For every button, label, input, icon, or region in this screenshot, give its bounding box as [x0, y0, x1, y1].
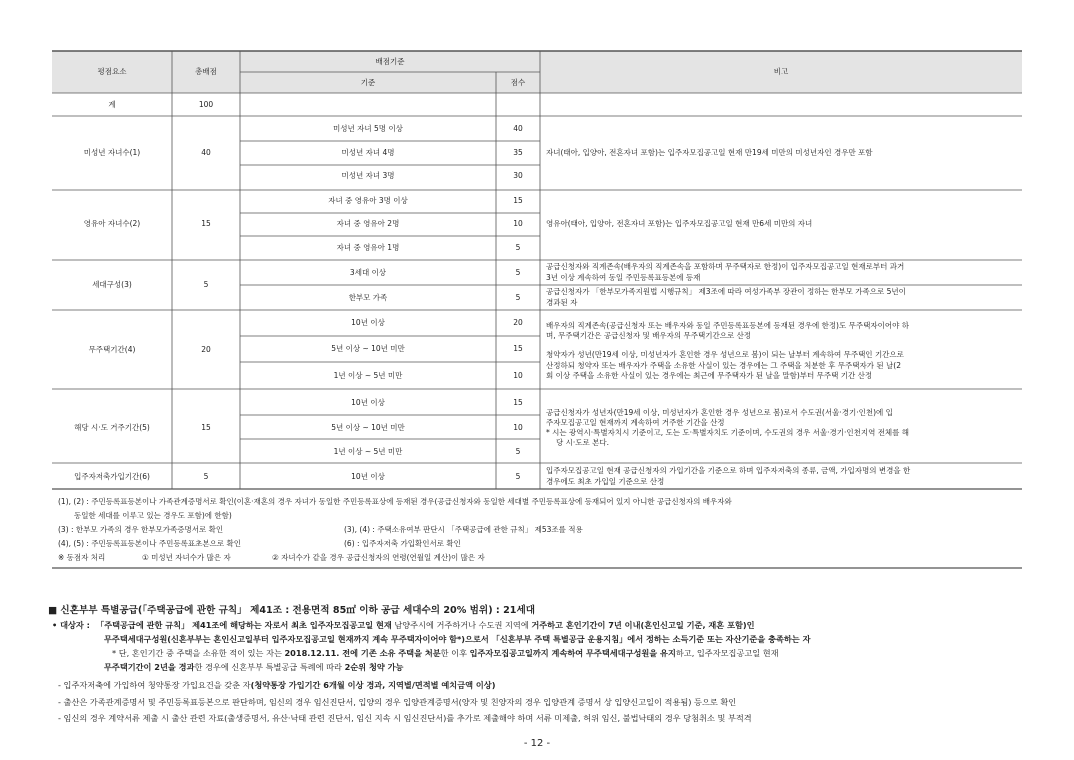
text-run: 한 이후	[440, 648, 470, 658]
criteria-cell: 자녀 중 영유아 2명	[336, 219, 400, 228]
text-run: 남양주시에 거주하거나 수도권 지역에	[391, 620, 532, 630]
header-item: 평점요소	[97, 67, 127, 76]
text-run: 「주택공급에 관한 규칙」 제41조에 해당하는 자로서 최초 입주자모집공고일 현재	[96, 620, 392, 630]
score-cell: 20	[513, 318, 523, 327]
table-note: ① 미성년 자녀수가 많은 자	[142, 553, 231, 562]
criteria-cell: 10년 이상	[351, 472, 385, 481]
score-cell: 15	[513, 398, 523, 407]
remark-cell: 영유아(태아, 입양아, 전혼자녀 포함)는 입주자모집공고일 현재 만6세 미만의 자녀	[546, 219, 813, 228]
text-run: * 단, 혼인기간 중 주택을 소유한 적이 있는 자는	[112, 648, 285, 658]
criteria-cell: 미성년 자녀 5명 이상	[333, 124, 403, 133]
remark-cell: 공급신청자가 「한부모가족지원법 시행규칙」 제3조에 따라 여성가족부 장관이 정하는 한부모 가족으로 5년이	[546, 287, 906, 296]
section-title	[48, 602, 535, 616]
table-note: (1), (2) : 주민등록표등본이나 가족관계증명서로 확인(이혼·재혼의 경우 자녀가 동일한 주민등록표상에 등재된 경우(공급신청자와 동일한 세대별 주민등록표상에 등재되어 있지 아니한 공급신청자의 배우자와	[58, 497, 732, 506]
text-run: - 입주자저축에 가입하여 청약통장 가입요건을 갖춘 자	[58, 680, 251, 690]
target-line-2	[104, 634, 810, 645]
remark-cell: 경과된 자	[546, 298, 578, 307]
target-line-4	[104, 662, 403, 673]
header-score: 점수	[510, 78, 526, 87]
score-cell: 10	[513, 423, 523, 432]
text-run: - 출산은 가족관계증명서 및 주민등록표등본으로 판단하며, 임신의 경우 임신진단서, 입양의 경우 입양관계증명서(양자 및 친양자의 경우 입양관계 증명서 상 입양신고일이 적용됨) 등으로 확인	[58, 697, 737, 707]
target-label: • 대상자 :	[52, 620, 90, 630]
header-criteria: 기준	[360, 78, 376, 87]
total-infant-children: 15	[201, 219, 211, 228]
item-homeless-period: 무주택기간(4)	[88, 345, 136, 354]
table-note: (4), (5) : 주민등록표등본이나 주민등록표초본으로 확인	[58, 539, 241, 548]
text-run: 한 경우에 신혼부부 특별공급 특례에 따라	[194, 662, 345, 672]
text-run: 2018.12.11. 전에 기존 소유 주택을 처분	[284, 648, 441, 658]
item-minor-children: 미성년 자녀수(1)	[83, 148, 141, 157]
total-homeless-period: 20	[201, 345, 211, 354]
score-cell: 10	[513, 219, 523, 228]
score-cell: 5	[515, 243, 521, 252]
score-cell: 35	[513, 148, 523, 157]
score-cell: 5	[515, 447, 521, 456]
header-criteria-group: 배점기준	[375, 57, 405, 66]
total-residence-period: 15	[201, 423, 211, 432]
dash-line-1	[58, 680, 495, 691]
criteria-cell: 3세대 이상	[349, 268, 387, 277]
total-minor-children: 40	[201, 148, 211, 157]
text-run: 거주하고 혼인기간이 7년 이내(혼인신고일 기준, 재혼 포함)인	[531, 620, 755, 630]
score-cell: 40	[513, 124, 523, 133]
remark-cell: 당 시·도로 본다.	[556, 438, 610, 447]
text-run: 2순위 청약 가능	[344, 662, 404, 672]
criteria-cell: 미성년 자녀 4명	[341, 148, 395, 157]
text-run: 무주택기간이 2년을 경과	[104, 662, 195, 672]
criteria-cell: 자녀 중 영유아 1명	[336, 243, 400, 252]
criteria-cell: 5년 이상 ~ 10년 미만	[331, 423, 405, 432]
criteria-cell: 한부모 가족	[348, 293, 388, 302]
text-run: 하고, 입주자모집공고일 현재	[675, 648, 779, 658]
dash-line-2	[58, 697, 736, 708]
target-line-1	[96, 620, 755, 631]
remark-cell: 며, 무주택기간은 공급신청자 및 배우자의 무주택기간으로 산정	[546, 331, 752, 340]
score-cell: 30	[513, 171, 523, 180]
total-savings-period: 5	[203, 472, 209, 481]
score-cell: 5	[515, 293, 521, 302]
bullet-icon: •	[52, 620, 58, 630]
header-total: 총배점	[195, 67, 217, 76]
page-number: - 12 -	[523, 738, 551, 749]
score-cell: 10	[513, 371, 523, 380]
remark-cell: 입주자모집공고일 현재 공급신청자의 가입기간을 기준으로 하며 입주자저축의 종류, 금액, 가입자명의 변경을 한	[546, 466, 911, 475]
square-bullet-icon: ■	[48, 605, 58, 616]
remark-cell: 3년 이상 계속하여 동일 주민등록표등본에 등재	[546, 273, 701, 282]
remark-cell: 회 이상 주택을 소유한 사실이 있는 경우에는 최근에 무주택자가 된 날을 말함)부터 무주택 기간 산정	[546, 371, 873, 380]
table-note: (6) : 입주자저축 가입확인서로 확인	[344, 539, 461, 548]
remark-cell: 주자모집공고일 현재까지 계속하여 거주한 기간을 산정	[546, 418, 725, 427]
table-note: ※ 동점자 처리	[58, 553, 106, 562]
text-run: - 임신의 경우 계약서류 제출 시 출산 관련 자료(출생증명서, 유산·낙태 관련 진단서, 임신 지속 시 임신진단서)를 추가로 제출해야 하며 서류 미제출, 허위 임신, 불법낙태의 경우 당첨취소 및 부적격	[58, 713, 752, 723]
criteria-cell: 자녀 중 영유아 3명 이상	[328, 196, 408, 205]
remark-cell: 공급신청자와 직계존속(배우자의 직계존속을 포함하며 무주택자로 한정)이 입주자모집공고일 현재로부터 과거	[546, 262, 905, 271]
criteria-cell: 10년 이상	[351, 318, 385, 327]
text-run: (청약통장 가입기간 6개월 이상 경과, 지역별/면적별 예치금액 이상)	[250, 680, 496, 690]
total-household: 5	[203, 280, 209, 289]
total-label: 계	[108, 100, 116, 109]
target-line-3	[112, 648, 779, 659]
remark-cell: 산정하되 청약자 또는 배우자가 주택을 소유한 사실이 있는 경우에는 그 주택을 처분한 후 무주택자가 된 날(2	[546, 361, 901, 370]
section-title-text: 신혼부부 특별공급(「주택공급에 관한 규칙」 제41조 : 전용면적 85㎡ 이하 공급 세대수의 20% 범위) : 21세대	[60, 605, 535, 616]
header-remark: 비고	[773, 67, 789, 76]
dash-line-3	[58, 713, 752, 724]
item-savings-period: 입주자저축가입기간(6)	[74, 472, 150, 481]
criteria-cell: 10년 이상	[351, 398, 385, 407]
remark-cell: * 시는 광역시·특별자치시 기준이고, 도는 도·특별자치도 기준이며, 수도권의 경우 서울·경기·인천지역 전체를 해	[546, 428, 910, 437]
remark-cell: 공급신청자가 성년자(만19세 이상, 미성년자가 혼인한 경우 성년으로 봄)로서 수도권(서울·경기·인천)에 입	[546, 408, 893, 417]
item-residence-period: 해당 시·도 거주기간(5)	[74, 423, 150, 432]
table-note: (3), (4) : 주택소유여부 판단시 「주택공급에 관한 규칙」 제53조를 적용	[344, 525, 583, 534]
remark-cell: 청약자가 성년(만19세 이상, 미성년자가 혼인한 경우 성년으로 봄)이 되는 날부터 계속하여 무주택인 기간으로	[546, 350, 904, 359]
remark-cell: 자녀(태아, 입양아, 전혼자녀 포함)는 입주자모집공고일 현재 만19세 미만의 미성년자인 경우만 포함	[546, 148, 873, 157]
total-value: 100	[198, 100, 214, 109]
item-household: 세대구성(3)	[92, 280, 132, 289]
table-note: (3) : 한부모 가족의 경우 한부모가족증명서로 확인	[58, 525, 224, 534]
item-infant-children: 영유아 자녀수(2)	[83, 219, 141, 228]
score-cell: 5	[515, 472, 521, 481]
score-cell: 15	[513, 344, 523, 353]
score-cell: 15	[513, 196, 523, 205]
table-note: 동일한 세대를 이루고 있는 경우도 포함)에 한함)	[74, 511, 232, 520]
remark-cell: 경우에도 최초 가입일 기준으로 산정	[546, 477, 665, 486]
criteria-cell: 1년 이상 ~ 5년 미만	[333, 447, 403, 456]
criteria-cell: 5년 이상 ~ 10년 미만	[331, 344, 405, 353]
text-run: 입주자모집공고일까지 계속하여 무주택세대구성원을 유지	[469, 648, 676, 658]
table-note: ② 자녀수가 같을 경우 공급신청자의 연령(연월일 계산)이 많은 자	[272, 553, 485, 562]
criteria-cell: 1년 이상 ~ 5년 미만	[333, 371, 403, 380]
remark-cell: 배우자의 직계존속(공급신청자 또는 배우자와 동일 주민등록표등본에 등재된 경우에 한정)도 무주택자이어야 하	[546, 321, 909, 330]
score-cell: 5	[515, 268, 521, 277]
text-run: 무주택세대구성원(신혼부부는 혼인신고일부터 입주자모집공고일 현재까지 계속 무주택자이어야 함*)으로서 「신혼부부 주택 특별공급 운용지침」에서 정하는 소득기준 또는 자산기준을 충족하는 자	[104, 634, 811, 644]
criteria-cell: 미성년 자녀 3명	[341, 171, 395, 180]
